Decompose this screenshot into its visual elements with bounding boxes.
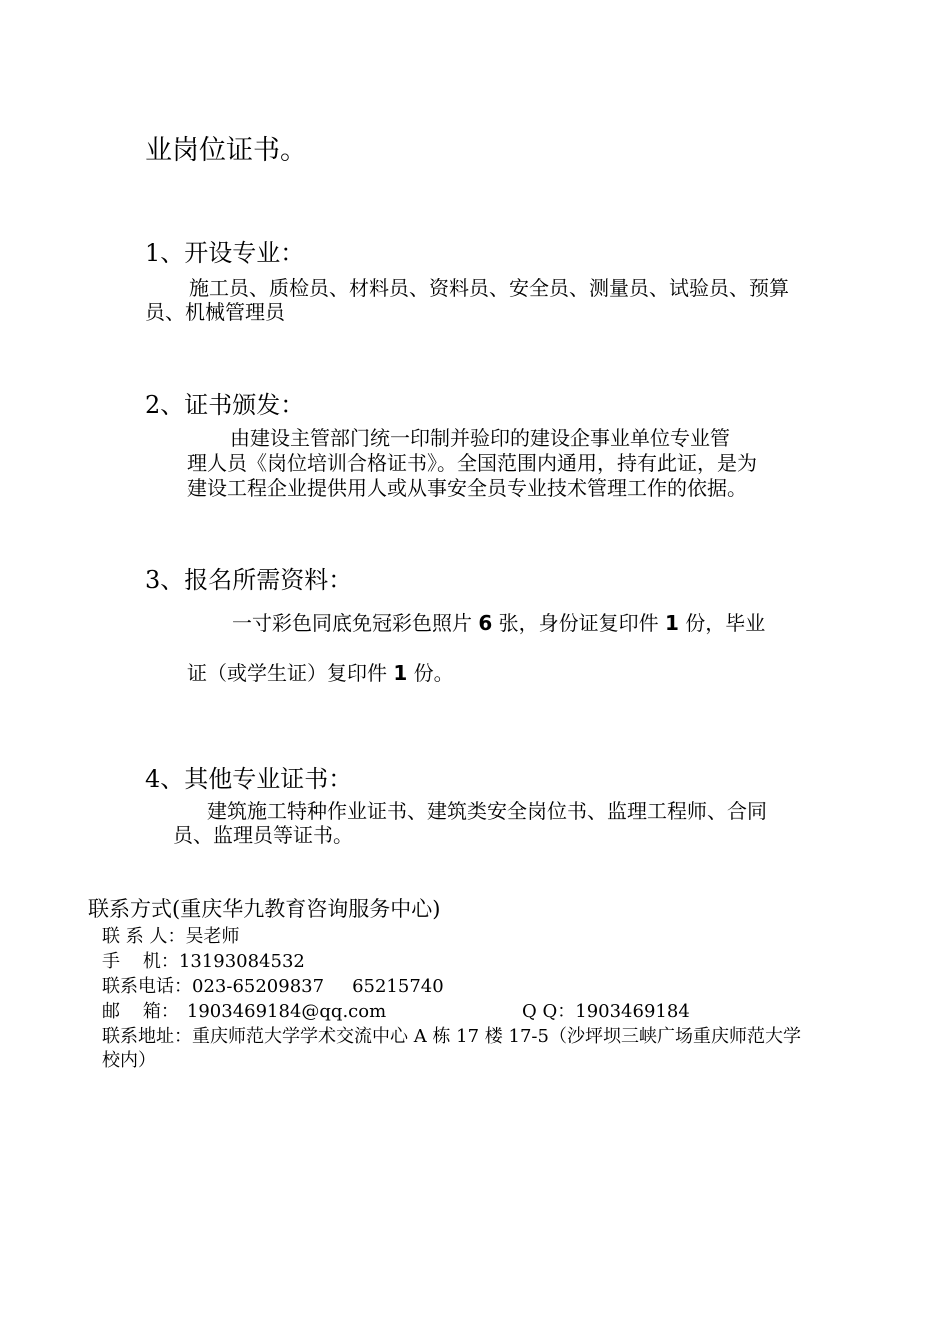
- contact-person: 吴老师: [185, 926, 240, 947]
- section2-line2: 理人员《岗位培训合格证书》。全国范围内通用，持有此证，是为: [187, 451, 757, 475]
- contact-mobile-row: [102, 947, 305, 973]
- section2-title: 2、证书颁发：: [145, 391, 305, 419]
- section1-line1: 施工员、质检员、材料员、资料员、安全员、测量员、试验员、预算: [189, 276, 789, 300]
- contact-title: 联系方式(重庆华九教育咨询服务中心): [88, 897, 441, 921]
- section3-line1: [232, 608, 765, 638]
- contact-address-row: [102, 1022, 801, 1048]
- section4-line1: 建筑施工特种作业证书、建筑类安全岗位书、监理工程师、合同: [207, 799, 767, 823]
- contact-person-row: [102, 922, 239, 948]
- contact-email-row: [102, 997, 386, 1023]
- contact-email: 1903469184@qq.com: [186, 1001, 387, 1022]
- section3-line2-text-b: 份。: [413, 661, 454, 685]
- certificate-copy-count: 1: [393, 661, 408, 685]
- photo-count: 6: [478, 611, 493, 635]
- contact-address-line1: 重庆师范大学学术交流中心 A 栋 17 楼 17-5（沙坪坝三峡广场重庆师范大学: [192, 1026, 801, 1047]
- section3-line1-text-b: 张，身份证复印件: [498, 611, 659, 635]
- section1-title: 1、开设专业：: [145, 239, 305, 267]
- contact-person-label: 联 系 人：: [102, 926, 186, 947]
- section3-line1-text-c: 份，毕业: [685, 611, 766, 635]
- section1-line2: 员、机械管理员: [145, 300, 285, 324]
- contact-phone-label: 联系电话：: [102, 976, 192, 997]
- contact-address-label: 联系地址：: [102, 1026, 192, 1047]
- section3-line1-text-a: 一寸彩色同底免冠彩色照片: [232, 611, 472, 635]
- contact-email-label: 邮 箱：: [102, 1001, 179, 1022]
- id-copy-count: 1: [665, 611, 679, 635]
- section2-line3: 建设工程企业提供用人或从事安全员专业技术管理工作的依据。: [187, 476, 747, 500]
- contact-qq-row: [522, 997, 690, 1023]
- section3-line2-text-a: 证（或学生证）复印件: [187, 661, 387, 685]
- contact-qq-label: Q Q：: [522, 1001, 576, 1022]
- contact-qq: 1903469184: [575, 1001, 690, 1022]
- section4-line2: 员、监理员等证书。: [173, 823, 353, 847]
- contact-phone-primary: 023-65209837: [192, 976, 325, 997]
- contact-mobile-label: 手 机：: [102, 951, 179, 972]
- section2-line1: 由建设主管部门统一印制并验印的建设企事业单位专业管: [230, 426, 730, 450]
- contact-address-line2: 校内）: [102, 1050, 156, 1071]
- contact-mobile: 13193084532: [178, 951, 305, 972]
- section4-title: 4、其他专业证书：: [145, 765, 353, 793]
- contact-phone-secondary: 65215740: [352, 976, 444, 997]
- section3-title: 3、报名所需资料：: [145, 566, 353, 594]
- lead-text: 业岗位证书。: [145, 135, 307, 166]
- section3-line2: [187, 658, 454, 688]
- contact-phone-row: [102, 972, 444, 998]
